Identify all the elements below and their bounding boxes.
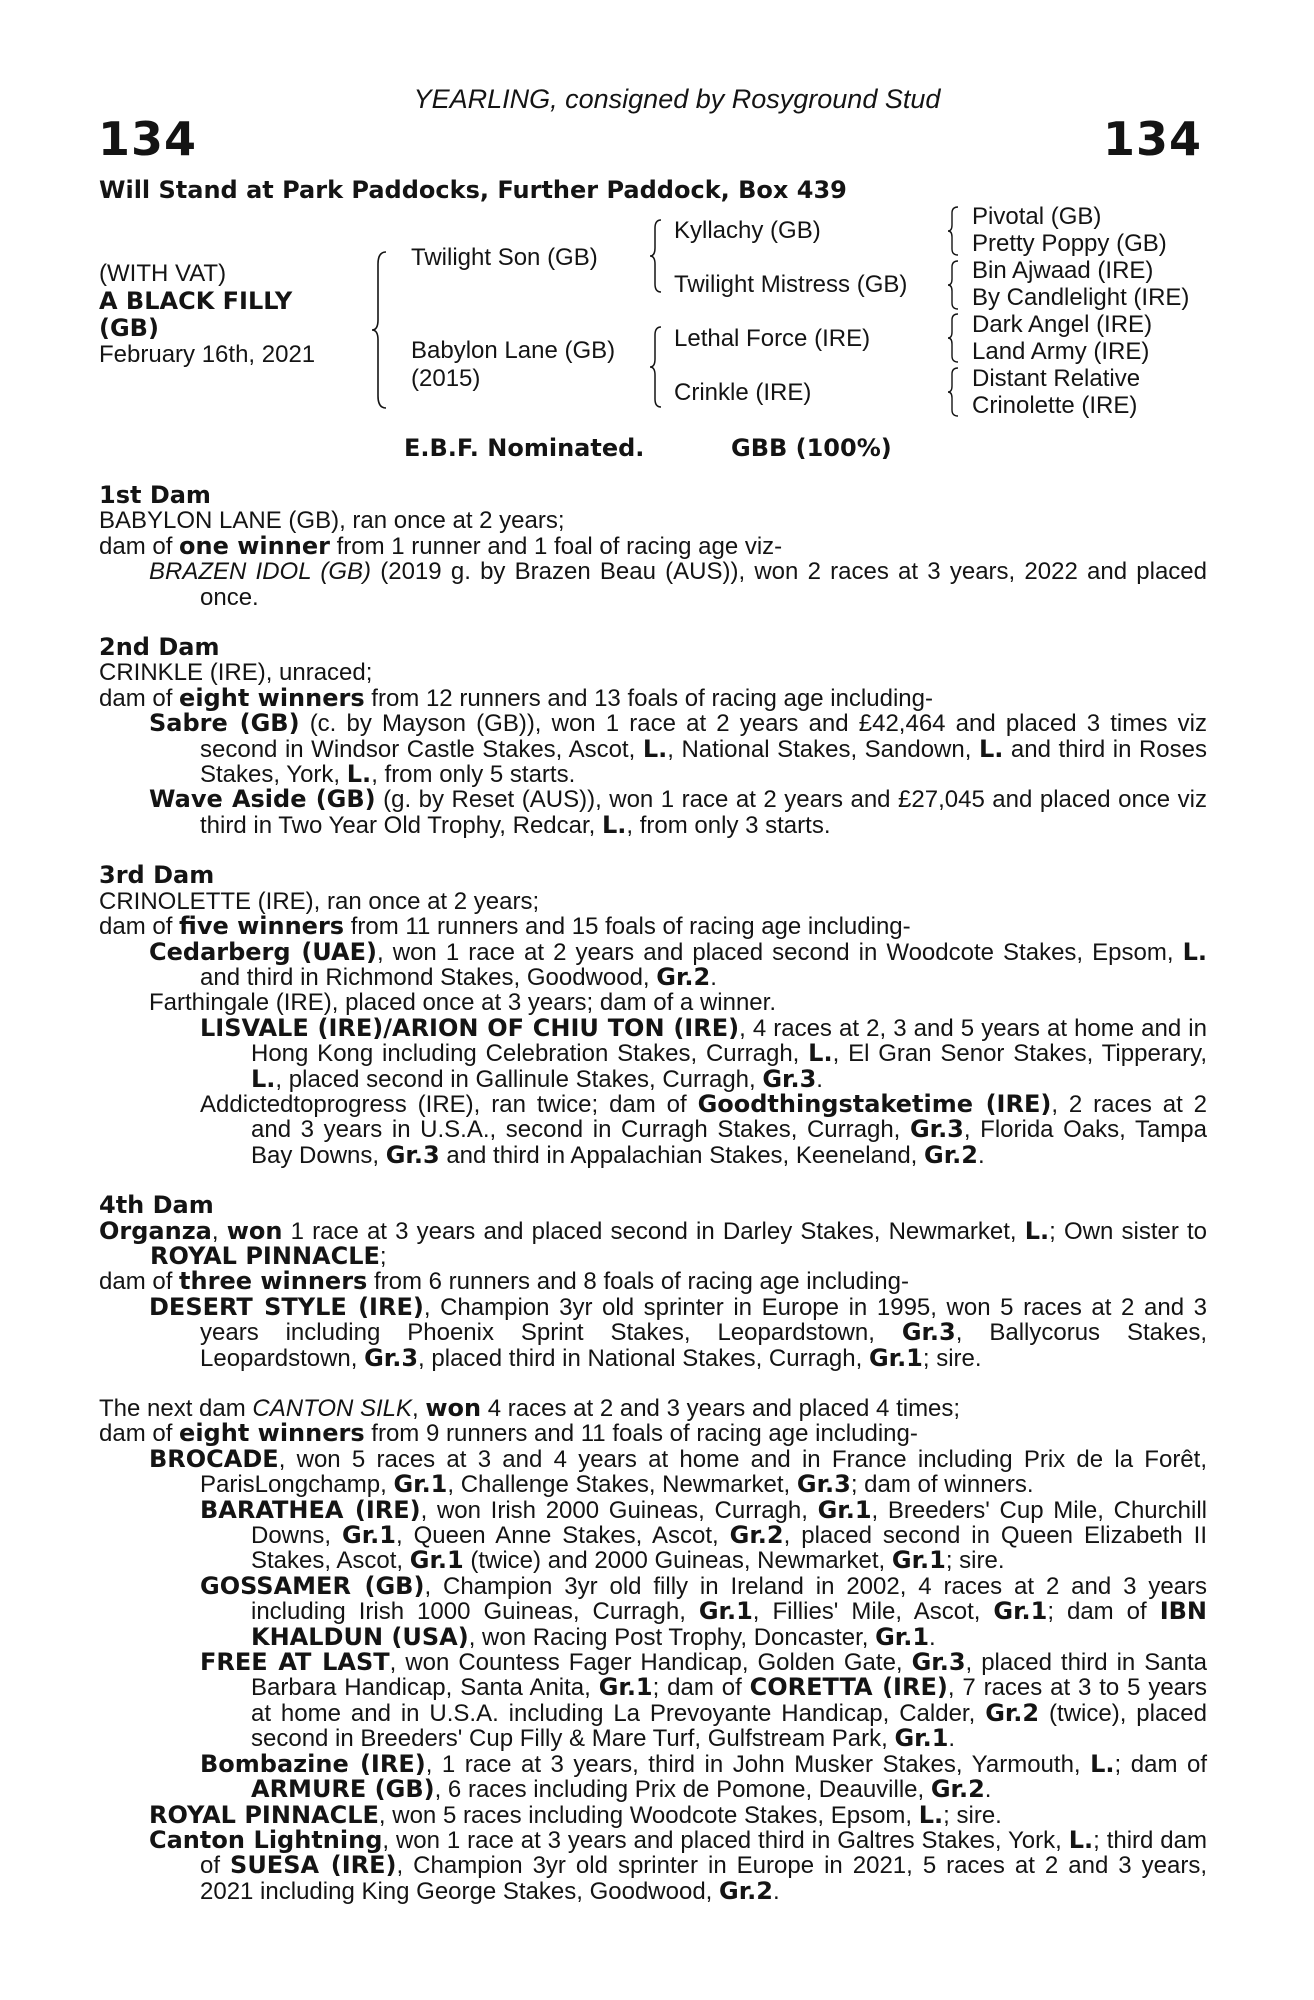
g4-4: By Candlelight (IRE) [972,284,1190,311]
g4-3: Bin Ajwaad (IRE) [972,257,1154,284]
lot-number-right: 134 [1102,112,1202,166]
g4-1: Pivotal (GB) [972,203,1102,230]
dam: Babylon Lane (GB) [411,337,616,364]
section-heading-3rd-dam: 3rd Dam [99,861,215,890]
section-heading-4th-dam: 4th Dam [99,1191,214,1220]
gbb-note: GBB (100%) [731,434,892,462]
lot-number-left: 134 [98,112,198,166]
g4-brace-2 [946,259,960,311]
stable-location: Will Stand at Park Paddocks, Further Paddock, Box 439 [99,176,847,204]
g4-brace-3 [946,312,960,364]
section-heading-2nd-dam: 2nd Dam [99,633,220,662]
dam-dam: Crinkle (IRE) [674,379,812,406]
sire-dam: Twilight Mistress (GB) [674,271,908,298]
dam-sire: Lethal Force (IRE) [674,325,871,352]
horse-name: A BLACK FILLY [99,287,293,315]
horse-country: (GB) [99,314,159,342]
pedigree-main-brace [370,250,390,410]
g4-8: Crinolette (IRE) [972,392,1138,419]
g4-6: Land Army (IRE) [972,338,1150,365]
foaling-date: February 16th, 2021 [99,341,316,368]
consignment-line: YEARLING, consigned by Rosyground Stud [413,84,941,114]
section-heading-1st-dam: 1st Dam [99,481,211,509]
vat-status: (WITH VAT) [99,260,227,287]
dam-year: (2015) [411,365,481,392]
sire-brace [648,218,664,294]
g4-brace-4 [946,366,960,418]
sire-sire: Kyllachy (GB) [674,217,821,244]
dam-brace [648,325,664,409]
ebf-note: E.B.F. Nominated. [404,434,645,462]
g4-2: Pretty Poppy (GB) [972,230,1167,257]
g4-7: Distant Relative [972,365,1141,392]
produce-record: 1st Dam BABYLON LANE (GB), ran once at 2 years; dam of one winner from 1 runner and 1 foal of racing age viz- BRAZEN IDOL (GB) (2019 g. by Brazen Beau (AUS)), won 2 races at 3 years, 2022 and placed once. 2nd Dam CRINKLE (IRE), unraced; dam of eight winners from 12 runners and 13 foals of racing age including- Sabre (GB) (c. by Mayson (GB)), won 1 race at 2 years and £42,464 and placed 3 times viz second in Windsor Castle Stakes, Ascot, L., National Stakes, Sandown, L. and third in Roses Stakes, York, L., from only 5 starts. Wave Aside (GB) (g. by Reset (AUS)), won 1 race at 2 years and £27,045 and placed once viz third in Two Year Old Trophy, Redcar, L., from only 3 starts. 3rd Dam CRINOLETTE (IRE), ran once at 2 years; dam of five winners from 11 runners and 15 foals of racing age including- Cedarberg (UAE), won 1 race at 2 years and placed second in Woodcote Stakes, Epsom, L. and third in Richmond Stakes, Goodwood, Gr.2. Farthingale (IRE), placed once at 3 years; dam of a winner. LISVALE (IRE)/ARION OF CHIU TON (IRE), 4 races at 2, 3 and 5 years at home and in Hong Kong including Celebration Stakes, Curragh, L., El Gran Senor Stakes, Tipperary, L., placed second in Gallinule Stakes, Curragh, Gr.3. Addictedtoprogress (IRE), ran twice; dam of Goodthingstaketime (IRE), 2 races at 2 and 3 years in U.S.A., second in Curragh Stakes, Curragh, Gr.3, Florida Oaks, Tampa Bay Downs, Gr.3 and third in Appalachian Stakes, Keeneland, Gr.2. 4th Dam Organza, won 1 race at 3 years and placed second in Darley Stakes, Newmarket, L.; Own sister to ROYAL PINNACLE; dam of three winners from 6 runners and 8 foals of racing age including- DESERT STYLE (IRE), Champion 3yr old sprinter in Europe in 1995, won 5 races at 2 and 3 years including Phoenix Sprint Stakes, Leopardstown, Gr.3, Ballycorus Stakes, Leopardstown, Gr.3, placed third in National Stakes, Curragh, Gr.1; sire. The next dam CANTON SILK, won 4 races at 2 and 3 years and placed 4 times; dam of eight winners from 9 runners and 11 foals of racing age including- BROCADE, won 5 races at 3 and 4 years at home and in France including Prix de la Forêt, ParisLongchamp, Gr.1, Challenge Stakes, Newmarket, Gr.3; dam of winners. BARATHEA (IRE), won Irish 2000 Guineas, Curragh, Gr.1, Breeders' Cup Mile, Churchill Downs, Gr.1, Queen Anne Stakes, Ascot, Gr.2, placed second in Queen Elizabeth II Stakes, Ascot, Gr.1 (twice) and 2000 Guineas, Newmarket, Gr.1; sire. GOSSAMER (GB), Champion 3yr old filly in Ireland in 2002, 4 races at 2 and 3 years including Irish 1000 Guineas, Curragh, Gr.1, Fillies' Mile, Ascot, Gr.1; dam of IBN KHALDUN (USA), won Racing Post Trophy, Doncaster, Gr.1. FREE AT LAST, won Countess Fager Handicap, Golden Gate, Gr.3, placed third in Santa Barbara Handicap, Santa Anita, Gr.1; dam of CORETTA (IRE), 7 races at 3 to 5 years at home and in U.S.A. including La Prevoyante Handicap, Calder, Gr.2 (twice), placed second in Breeders' Cup Filly & Mare Turf, Gulfstream Park, Gr.1. Bombazine (IRE), 1 race at 3 years, third in John Musker Stakes, Yarmouth, L.; dam of ARMURE (GB), 6 races including Prix de Pomone, Deauville, Gr.2. ROYAL PINNACLE, won 5 races including Woodcote Stakes, Epsom, L.; sire. Canton Lightning, won 1 race at 3 years and placed third in Galtres Stakes, York, L.; third dam of SUESA (IRE), Champion 3yr old sprinter in Europe in 2021, 5 races at 2 and 3 years, 2021 including King George Stakes, Goodwood, Gr.2. [99,481,1208,1905]
sire: Twilight Son (GB) [411,244,598,271]
g4-brace-1 [946,205,960,257]
g4-5: Dark Angel (IRE) [972,311,1153,338]
